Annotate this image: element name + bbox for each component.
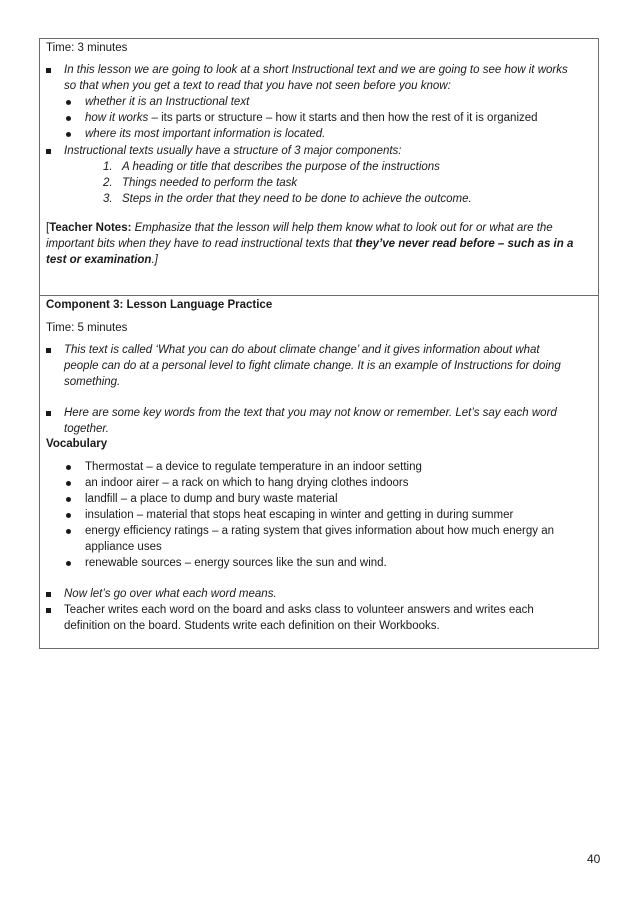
teacher-writes-line-1: Teacher writes each word on the board and asks class to volunteer answers and writes each	[64, 604, 534, 616]
page-number: 40	[587, 852, 601, 866]
keywords-line-1: Here are some key words from the text that you may not know or remember. Let’s say each word	[64, 407, 557, 419]
round-bullet-icon	[66, 116, 71, 121]
round-bullet-icon	[66, 132, 71, 137]
round-bullet-icon	[66, 513, 71, 518]
square-bullet-icon	[46, 149, 51, 154]
ol-item-1: A heading or title that describes the purpose of the instructions	[122, 161, 440, 173]
round-bullet-icon	[66, 529, 71, 534]
teacher-writes-line-2: definition on the board. Students write each definition on their Workbooks.	[64, 620, 440, 632]
vocab-item: landfill – a place to dump and bury waste material	[85, 493, 338, 505]
structure-intro: Instructional texts usually have a structure of 3 major components:	[64, 145, 402, 157]
text-intro-line-3: something.	[64, 376, 121, 388]
ol-item-3: Steps in the order that they need to be done to achieve the outcome.	[122, 193, 472, 205]
intro-line-1: In this lesson we are going to look at a short Instructional text and we are going to see how it works	[64, 64, 568, 76]
square-bullet-icon	[46, 411, 51, 416]
text-intro-line-2: people can do at a personal level to fight climate change. It is an example of Instructions for doing	[64, 360, 561, 372]
ol-item-2: Things needed to perform the task	[122, 177, 298, 189]
ol-num-1: 1.	[103, 161, 113, 173]
sub-bullet-1: whether it is an Instructional text	[85, 96, 250, 108]
content-box	[39, 38, 599, 649]
round-bullet-icon	[66, 481, 71, 486]
vocab-item: Thermostat – a device to regulate temperature in an indoor setting	[85, 461, 422, 473]
sub-bullet-2: how it works – its parts or structure – how it starts and then how the rest of it is organized	[85, 112, 538, 124]
round-bullet-icon	[66, 497, 71, 502]
vocab-item: insulation – material that stops heat escaping in winter and getting in during summer	[85, 509, 514, 521]
ol-num-2: 2.	[103, 177, 113, 189]
section-divider	[40, 295, 598, 296]
teacher-notes-line-3: test or examination.]	[46, 254, 158, 266]
vocabulary-heading: Vocabulary	[46, 438, 108, 450]
vocab-item: renewable sources – energy sources like the sun and wind.	[85, 557, 387, 569]
go-over-line: Now let’s go over what each word means.	[64, 588, 277, 600]
square-bullet-icon	[46, 608, 51, 613]
vocab-item: an indoor airer – a rack on which to hang drying clothes indoors	[85, 477, 409, 489]
teacher-notes-line-1: [Teacher Notes: Emphasize that the lesson will help them know what to look out for or what are the	[46, 222, 553, 234]
square-bullet-icon	[46, 592, 51, 597]
round-bullet-icon	[66, 465, 71, 470]
component-heading: Component 3: Lesson Language Practice	[46, 299, 273, 311]
text-intro-line-1: This text is called ‘What you can do about climate change’ and it gives information about what	[64, 344, 540, 356]
time-label-1: Time: 3 minutes	[46, 42, 128, 54]
teacher-notes-line-2: important bits when they have to read instructional texts that they’ve never read before – such as in a	[46, 238, 574, 250]
vocab-item-continued: appliance uses	[85, 541, 162, 553]
intro-line-2: so that when you get a text to read that you have not seen before you know:	[64, 80, 451, 92]
round-bullet-icon	[66, 100, 71, 105]
time-label-2: Time: 5 minutes	[46, 322, 128, 334]
keywords-line-2: together.	[64, 423, 109, 435]
ol-num-3: 3.	[103, 193, 113, 205]
vocab-item: energy efficiency ratings – a rating system that gives information about how much energy an	[85, 525, 554, 537]
square-bullet-icon	[46, 348, 51, 353]
square-bullet-icon	[46, 68, 51, 73]
sub-bullet-3: where its most important information is located.	[85, 128, 326, 140]
round-bullet-icon	[66, 561, 71, 566]
